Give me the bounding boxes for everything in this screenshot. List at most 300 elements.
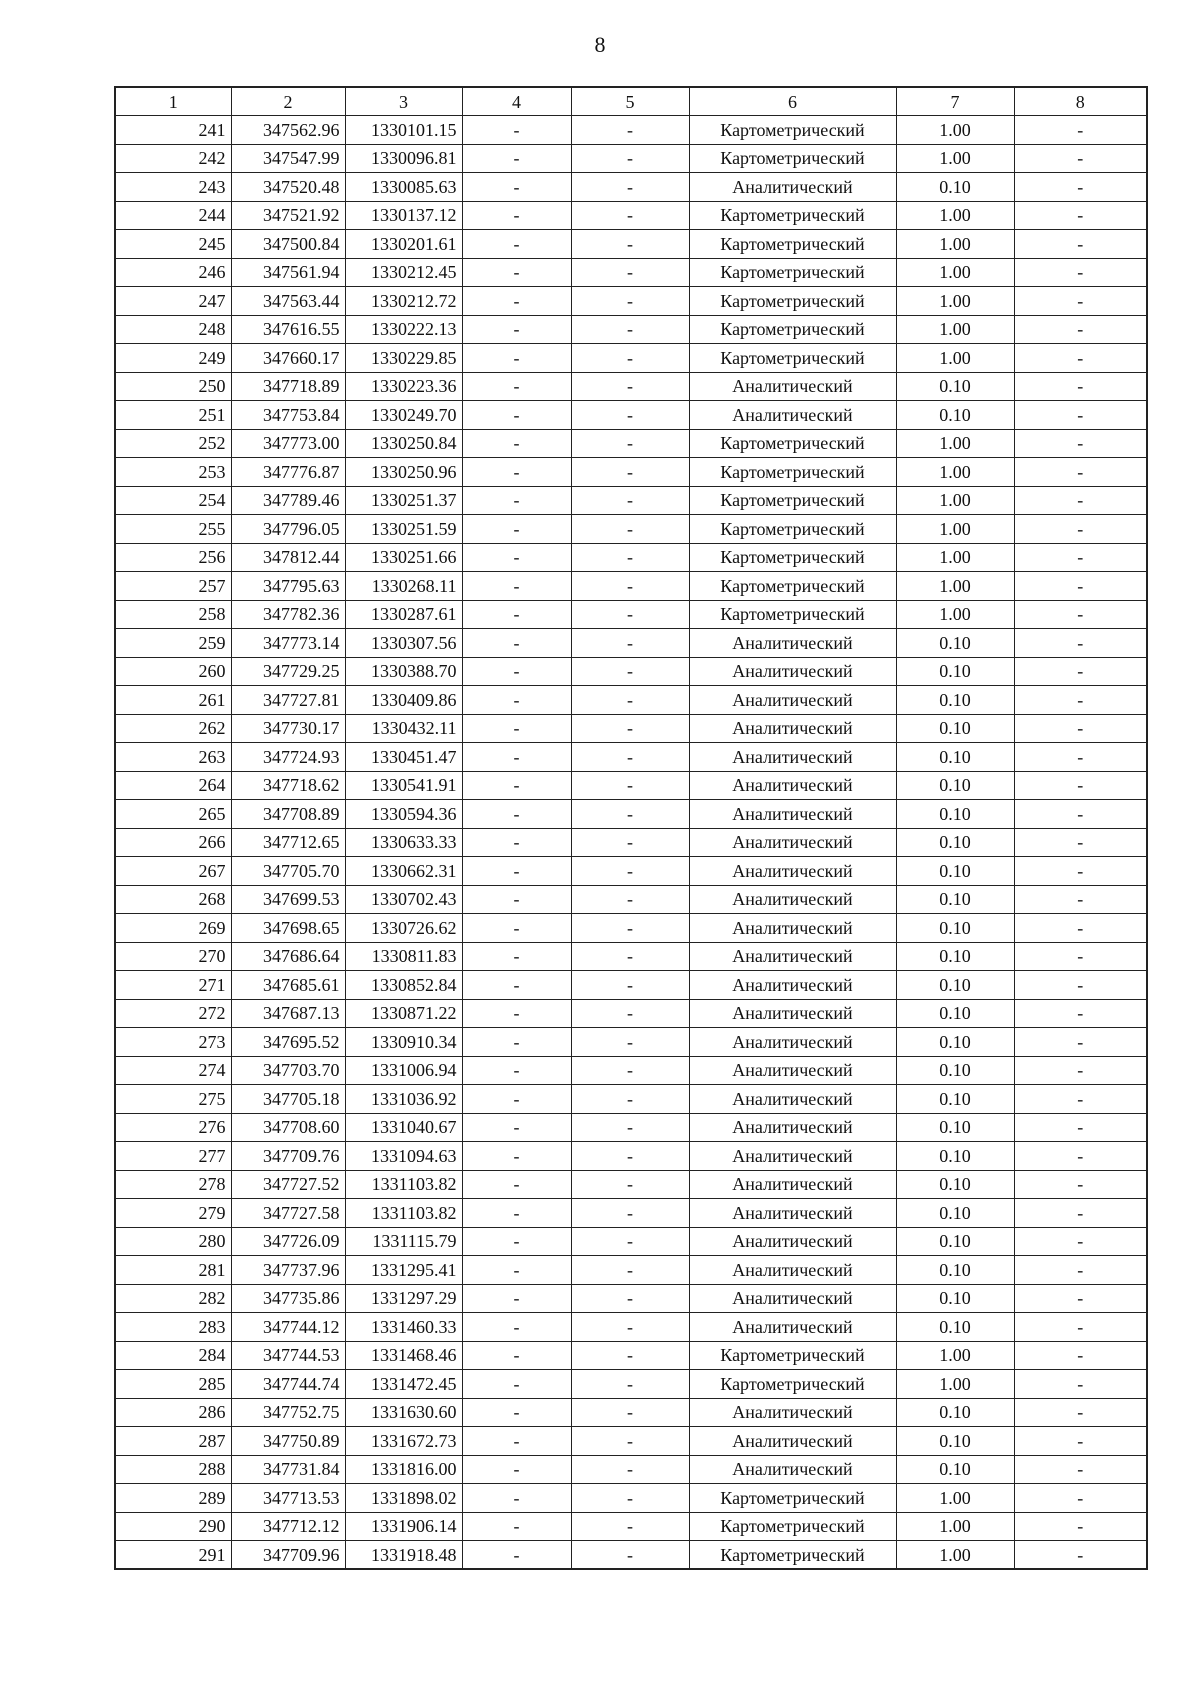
column-header-5: 5 [571,87,689,116]
point-number-cell: 260 [115,657,231,686]
column-4-cell: - [462,1056,571,1085]
method-cell: Аналитический [689,1142,896,1171]
page-number: 8 [594,32,606,57]
method-cell: Аналитический [689,1284,896,1313]
point-number-cell: 277 [115,1142,231,1171]
accuracy-cell: 1.00 [896,144,1014,173]
method-cell: Картометрический [689,1370,896,1399]
column-8-cell: - [1014,1113,1147,1142]
y-coordinate-cell: 1331630.60 [345,1398,462,1427]
column-5-cell: - [571,230,689,259]
table-row [115,144,1147,173]
column-5-cell: - [571,828,689,857]
x-coordinate-cell: 347695.52 [231,1028,345,1057]
y-coordinate-cell: 1331006.94 [345,1056,462,1085]
method-cell: Картометрический [689,429,896,458]
column-8-cell: - [1014,771,1147,800]
point-number-cell: 247 [115,287,231,316]
column-5-cell: - [571,258,689,287]
accuracy-cell: 1.00 [896,344,1014,373]
column-4-cell: - [462,1170,571,1199]
table-row [115,543,1147,572]
x-coordinate-cell: 347685.61 [231,971,345,1000]
column-4-cell: - [462,486,571,515]
column-5-cell: - [571,1370,689,1399]
column-5-cell: - [571,1256,689,1285]
accuracy-cell: 0.10 [896,173,1014,202]
accuracy-cell: 1.00 [896,116,1014,145]
x-coordinate-cell: 347773.00 [231,429,345,458]
column-5-cell: - [571,1056,689,1085]
x-coordinate-cell: 347727.58 [231,1199,345,1228]
y-coordinate-cell: 1331472.45 [345,1370,462,1399]
method-cell: Аналитический [689,914,896,943]
column-5-cell: - [571,1085,689,1114]
column-8-cell: - [1014,971,1147,1000]
column-8-cell: - [1014,800,1147,829]
y-coordinate-cell: 1330409.86 [345,686,462,715]
point-number-cell: 253 [115,458,231,487]
column-5-cell: - [571,1199,689,1228]
method-cell: Аналитический [689,657,896,686]
point-number-cell: 252 [115,429,231,458]
column-5-cell: - [571,600,689,629]
method-cell: Аналитический [689,1028,896,1057]
column-5-cell: - [571,486,689,515]
column-8-cell: - [1014,942,1147,971]
column-4-cell: - [462,315,571,344]
x-coordinate-cell: 347687.13 [231,999,345,1028]
x-coordinate-cell: 347796.05 [231,515,345,544]
column-4-cell: - [462,1028,571,1057]
method-cell: Картометрический [689,458,896,487]
column-8-cell: - [1014,1056,1147,1085]
column-8-cell: - [1014,885,1147,914]
column-8-cell: - [1014,714,1147,743]
x-coordinate-cell: 347708.60 [231,1113,345,1142]
y-coordinate-cell: 1331672.73 [345,1427,462,1456]
x-coordinate-cell: 347718.89 [231,372,345,401]
column-8-cell: - [1014,1256,1147,1285]
y-coordinate-cell: 1331115.79 [345,1227,462,1256]
column-5-cell: - [571,1227,689,1256]
column-header-7: 7 [896,87,1014,116]
accuracy-cell: 1.00 [896,600,1014,629]
y-coordinate-cell: 1330307.56 [345,629,462,658]
method-cell: Аналитический [689,857,896,886]
column-5-cell: - [571,543,689,572]
accuracy-cell: 0.10 [896,999,1014,1028]
point-number-cell: 288 [115,1455,231,1484]
method-cell: Картометрический [689,1341,896,1370]
point-number-cell: 285 [115,1370,231,1399]
column-4-cell: - [462,971,571,1000]
column-4-cell: - [462,942,571,971]
x-coordinate-cell: 347520.48 [231,173,345,202]
column-5-cell: - [571,287,689,316]
column-8-cell: - [1014,144,1147,173]
column-8-cell: - [1014,600,1147,629]
column-4-cell: - [462,1341,571,1370]
point-number-cell: 283 [115,1313,231,1342]
x-coordinate-cell: 347773.14 [231,629,345,658]
column-8-cell: - [1014,1313,1147,1342]
column-5-cell: - [571,914,689,943]
column-4-cell: - [462,258,571,287]
table-header-row [115,87,1147,116]
column-4-cell: - [462,1541,571,1570]
column-5-cell: - [571,657,689,686]
point-number-cell: 243 [115,173,231,202]
coordinates-table [114,86,1148,1570]
column-5-cell: - [571,1313,689,1342]
y-coordinate-cell: 1330250.84 [345,429,462,458]
point-number-cell: 270 [115,942,231,971]
method-cell: Картометрический [689,144,896,173]
method-cell: Картометрический [689,201,896,230]
x-coordinate-cell: 347752.75 [231,1398,345,1427]
method-cell: Картометрический [689,258,896,287]
method-cell: Картометрический [689,230,896,259]
column-5-cell: - [571,1028,689,1057]
method-cell: Картометрический [689,515,896,544]
point-number-cell: 275 [115,1085,231,1114]
column-4-cell: - [462,116,571,145]
accuracy-cell: 0.10 [896,1227,1014,1256]
accuracy-cell: 0.10 [896,1398,1014,1427]
column-8-cell: - [1014,914,1147,943]
table-row [115,771,1147,800]
table-row [115,1170,1147,1199]
column-5-cell: - [571,1541,689,1570]
table-row [115,999,1147,1028]
table-row [115,116,1147,145]
y-coordinate-cell: 1331918.48 [345,1541,462,1570]
point-number-cell: 278 [115,1170,231,1199]
table-row [115,1113,1147,1142]
point-number-cell: 254 [115,486,231,515]
x-coordinate-cell: 347782.36 [231,600,345,629]
accuracy-cell: 0.10 [896,1313,1014,1342]
column-4-cell: - [462,600,571,629]
table-body [115,116,1147,1570]
accuracy-cell: 0.10 [896,1256,1014,1285]
table-row [115,572,1147,601]
method-cell: Аналитический [689,800,896,829]
method-cell: Аналитический [689,1227,896,1256]
column-5-cell: - [571,1398,689,1427]
method-cell: Аналитический [689,999,896,1028]
column-8-cell: - [1014,1370,1147,1399]
table-row [115,287,1147,316]
y-coordinate-cell: 1331906.14 [345,1512,462,1541]
x-coordinate-cell: 347521.92 [231,201,345,230]
column-5-cell: - [571,942,689,971]
column-5-cell: - [571,458,689,487]
column-header-6: 6 [689,87,896,116]
accuracy-cell: 1.00 [896,258,1014,287]
y-coordinate-cell: 1330223.36 [345,372,462,401]
point-number-cell: 262 [115,714,231,743]
accuracy-cell: 0.10 [896,828,1014,857]
accuracy-cell: 0.10 [896,800,1014,829]
accuracy-cell: 1.00 [896,458,1014,487]
column-5-cell: - [571,173,689,202]
accuracy-cell: 0.10 [896,914,1014,943]
accuracy-cell: 1.00 [896,486,1014,515]
column-5-cell: - [571,401,689,430]
method-cell: Аналитический [689,1455,896,1484]
method-cell: Аналитический [689,629,896,658]
x-coordinate-cell: 347698.65 [231,914,345,943]
column-8-cell: - [1014,1398,1147,1427]
table-row [115,1370,1147,1399]
x-coordinate-cell: 347731.84 [231,1455,345,1484]
column-header-4: 4 [462,87,571,116]
method-cell: Картометрический [689,1541,896,1570]
point-number-cell: 256 [115,543,231,572]
y-coordinate-cell: 1331103.82 [345,1199,462,1228]
x-coordinate-cell: 347729.25 [231,657,345,686]
y-coordinate-cell: 1330726.62 [345,914,462,943]
point-number-cell: 251 [115,401,231,430]
x-coordinate-cell: 347713.53 [231,1484,345,1513]
point-number-cell: 267 [115,857,231,886]
column-8-cell: - [1014,116,1147,145]
x-coordinate-cell: 347705.18 [231,1085,345,1114]
column-8-cell: - [1014,543,1147,572]
column-4-cell: - [462,885,571,914]
point-number-cell: 244 [115,201,231,230]
accuracy-cell: 0.10 [896,771,1014,800]
x-coordinate-cell: 347789.46 [231,486,345,515]
x-coordinate-cell: 347744.74 [231,1370,345,1399]
method-cell: Картометрический [689,344,896,373]
method-cell: Аналитический [689,372,896,401]
accuracy-cell: 0.10 [896,857,1014,886]
point-number-cell: 286 [115,1398,231,1427]
column-5-cell: - [571,629,689,658]
column-8-cell: - [1014,572,1147,601]
column-5-cell: - [571,201,689,230]
accuracy-cell: 0.10 [896,401,1014,430]
x-coordinate-cell: 347709.96 [231,1541,345,1570]
y-coordinate-cell: 1330268.11 [345,572,462,601]
table-row [115,515,1147,544]
table-row [115,258,1147,287]
column-4-cell: - [462,401,571,430]
method-cell: Картометрический [689,543,896,572]
accuracy-cell: 0.10 [896,1113,1014,1142]
point-number-cell: 250 [115,372,231,401]
y-coordinate-cell: 1330541.91 [345,771,462,800]
column-8-cell: - [1014,486,1147,515]
method-cell: Аналитический [689,828,896,857]
point-number-cell: 266 [115,828,231,857]
x-coordinate-cell: 347703.70 [231,1056,345,1085]
x-coordinate-cell: 347744.12 [231,1313,345,1342]
table-row [115,1142,1147,1171]
point-number-cell: 271 [115,971,231,1000]
column-4-cell: - [462,771,571,800]
column-header-2: 2 [231,87,345,116]
accuracy-cell: 1.00 [896,572,1014,601]
column-header-1: 1 [115,87,231,116]
column-4-cell: - [462,657,571,686]
column-4-cell: - [462,999,571,1028]
column-8-cell: - [1014,629,1147,658]
table-row [115,800,1147,829]
method-cell: Аналитический [689,743,896,772]
column-4-cell: - [462,1427,571,1456]
point-number-cell: 276 [115,1113,231,1142]
column-5-cell: - [571,1512,689,1541]
x-coordinate-cell: 347776.87 [231,458,345,487]
table-row [115,885,1147,914]
accuracy-cell: 1.00 [896,1341,1014,1370]
table-row [115,401,1147,430]
column-4-cell: - [462,1256,571,1285]
table-row [115,315,1147,344]
method-cell: Аналитический [689,1398,896,1427]
column-8-cell: - [1014,1512,1147,1541]
table-row [115,230,1147,259]
point-number-cell: 263 [115,743,231,772]
accuracy-cell: 1.00 [896,1512,1014,1541]
column-8-cell: - [1014,1227,1147,1256]
x-coordinate-cell: 347712.65 [231,828,345,857]
x-coordinate-cell: 347563.44 [231,287,345,316]
accuracy-cell: 0.10 [896,686,1014,715]
table-row [115,657,1147,686]
table-row [115,372,1147,401]
y-coordinate-cell: 1331036.92 [345,1085,462,1114]
column-4-cell: - [462,1284,571,1313]
y-coordinate-cell: 1331040.67 [345,1113,462,1142]
column-5-cell: - [571,771,689,800]
accuracy-cell: 0.10 [896,1427,1014,1456]
column-header-3: 3 [345,87,462,116]
table-row [115,1227,1147,1256]
accuracy-cell: 0.10 [896,1199,1014,1228]
accuracy-cell: 0.10 [896,1085,1014,1114]
point-number-cell: 264 [115,771,231,800]
y-coordinate-cell: 1331816.00 [345,1455,462,1484]
accuracy-cell: 1.00 [896,1370,1014,1399]
x-coordinate-cell: 347750.89 [231,1427,345,1456]
y-coordinate-cell: 1330085.63 [345,173,462,202]
accuracy-cell: 1.00 [896,201,1014,230]
column-8-cell: - [1014,686,1147,715]
column-8-cell: - [1014,372,1147,401]
column-8-cell: - [1014,1028,1147,1057]
y-coordinate-cell: 1330249.70 [345,401,462,430]
column-5-cell: - [571,144,689,173]
accuracy-cell: 0.10 [896,885,1014,914]
point-number-cell: 284 [115,1341,231,1370]
column-8-cell: - [1014,401,1147,430]
column-8-cell: - [1014,1455,1147,1484]
point-number-cell: 245 [115,230,231,259]
column-5-cell: - [571,1284,689,1313]
accuracy-cell: 0.10 [896,629,1014,658]
table-row [115,173,1147,202]
y-coordinate-cell: 1330251.66 [345,543,462,572]
column-8-cell: - [1014,1427,1147,1456]
column-5-cell: - [571,1142,689,1171]
column-8-cell: - [1014,657,1147,686]
accuracy-cell: 0.10 [896,1170,1014,1199]
table-row [115,344,1147,373]
column-8-cell: - [1014,1170,1147,1199]
table-row [115,828,1147,857]
table-row [115,1455,1147,1484]
table-row [115,1541,1147,1570]
x-coordinate-cell: 347686.64 [231,942,345,971]
y-coordinate-cell: 1330212.72 [345,287,462,316]
x-coordinate-cell: 347735.86 [231,1284,345,1313]
x-coordinate-cell: 347547.99 [231,144,345,173]
column-5-cell: - [571,1170,689,1199]
point-number-cell: 257 [115,572,231,601]
point-number-cell: 273 [115,1028,231,1057]
method-cell: Аналитический [689,1199,896,1228]
accuracy-cell: 0.10 [896,1455,1014,1484]
method-cell: Аналитический [689,942,896,971]
accuracy-cell: 0.10 [896,743,1014,772]
column-4-cell: - [462,201,571,230]
column-4-cell: - [462,800,571,829]
y-coordinate-cell: 1330137.12 [345,201,462,230]
x-coordinate-cell: 347712.12 [231,1512,345,1541]
method-cell: Картометрический [689,486,896,515]
x-coordinate-cell: 347726.09 [231,1227,345,1256]
method-cell: Картометрический [689,315,896,344]
column-4-cell: - [462,1199,571,1228]
column-4-cell: - [462,230,571,259]
column-8-cell: - [1014,173,1147,202]
accuracy-cell: 0.10 [896,372,1014,401]
table-row [115,1085,1147,1114]
x-coordinate-cell: 347709.76 [231,1142,345,1171]
point-number-cell: 261 [115,686,231,715]
accuracy-cell: 1.00 [896,429,1014,458]
point-number-cell: 279 [115,1199,231,1228]
column-8-cell: - [1014,315,1147,344]
accuracy-cell: 0.10 [896,1056,1014,1085]
y-coordinate-cell: 1331297.29 [345,1284,462,1313]
method-cell: Аналитический [689,401,896,430]
point-number-cell: 290 [115,1512,231,1541]
table-row [115,1398,1147,1427]
method-cell: Картометрический [689,1484,896,1513]
y-coordinate-cell: 1330229.85 [345,344,462,373]
x-coordinate-cell: 347660.17 [231,344,345,373]
table-row [115,458,1147,487]
table-row [115,600,1147,629]
accuracy-cell: 1.00 [896,515,1014,544]
y-coordinate-cell: 1330388.70 [345,657,462,686]
method-cell: Аналитический [689,714,896,743]
column-4-cell: - [462,543,571,572]
y-coordinate-cell: 1330212.45 [345,258,462,287]
column-4-cell: - [462,1512,571,1541]
x-coordinate-cell: 347718.62 [231,771,345,800]
column-5-cell: - [571,857,689,886]
y-coordinate-cell: 1330702.43 [345,885,462,914]
x-coordinate-cell: 347708.89 [231,800,345,829]
x-coordinate-cell: 347730.17 [231,714,345,743]
